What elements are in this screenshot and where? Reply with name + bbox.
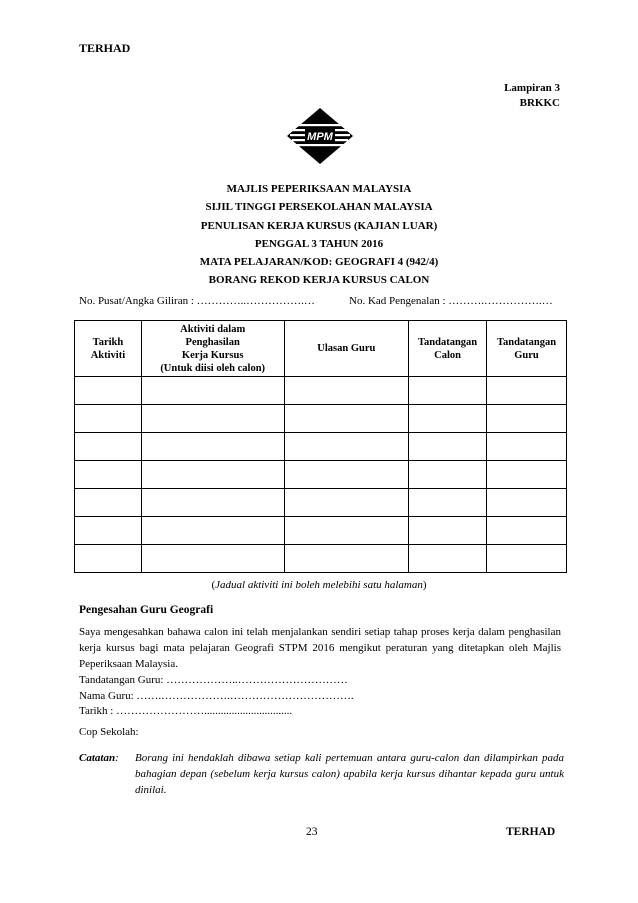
table-row xyxy=(75,377,567,405)
table-cell xyxy=(141,545,284,573)
table-cell xyxy=(487,377,567,405)
header-candidate-signature: Tandatangan Calon xyxy=(409,321,487,377)
table-row xyxy=(75,461,567,489)
table-cell xyxy=(141,433,284,461)
table-row xyxy=(75,517,567,545)
verification-text: Saya mengesahkan bahawa calon ini telah menjalankan sendiri setiap tahap proses kerja dalam penghasilan kerja kursus bagi mata pelajaran Geografi STPM 2016 mengikut peraturan yang ditetapkan oleh Majlis Peperiksaan Malaysia. xyxy=(79,626,561,670)
header-teacher-comment: Ulasan Guru xyxy=(284,321,409,377)
table-cell xyxy=(141,377,284,405)
header-teacher-signature: Tandatangan Guru xyxy=(487,321,567,377)
table-cell xyxy=(141,405,284,433)
appendix-label xyxy=(504,81,560,111)
table-header-row xyxy=(75,321,567,377)
table-cell xyxy=(284,405,409,433)
activity-log-table xyxy=(74,320,567,573)
table-cell xyxy=(141,461,284,489)
title-certificate: SIJIL TINGGI PERSEKOLAHAN MALAYSIA xyxy=(205,201,433,214)
table-cell xyxy=(409,545,487,573)
table-cell xyxy=(75,545,142,573)
restricted-label-bottom: TERHAD xyxy=(506,826,556,838)
table-cell xyxy=(487,433,567,461)
table-row xyxy=(75,489,567,517)
appendix-number: Lampiran 3 xyxy=(504,82,560,94)
table-cell xyxy=(75,517,142,545)
document-titles xyxy=(0,180,638,290)
teacher-signature-field: Tandatangan Guru: ………………..………………………… xyxy=(79,674,348,686)
table-cell xyxy=(409,461,487,489)
table-cell xyxy=(487,545,567,573)
title-form: BORANG REKOD KERJA KURSUS CALON xyxy=(208,274,430,287)
logo-text: MPM xyxy=(307,131,333,143)
school-stamp-field: Cop Sekolah: xyxy=(79,726,139,738)
table-cell xyxy=(75,405,142,433)
table-cell xyxy=(284,461,409,489)
header-activity: Aktiviti dalam Penghasilan Kerja Kursus (Untuk diisi oleh calon) xyxy=(141,321,284,377)
table-cell xyxy=(409,433,487,461)
page-number: 23 xyxy=(306,826,318,838)
mpm-logo xyxy=(286,107,354,165)
header-date-activity: Tarikh Aktiviti xyxy=(75,321,142,377)
title-subject: MATA PELAJARAN/KOD: GEOGRAFI 4 (942/4) xyxy=(199,256,439,269)
table-cell xyxy=(141,517,284,545)
table-row xyxy=(75,545,567,573)
table-cell xyxy=(284,489,409,517)
table-cell xyxy=(75,461,142,489)
form-code: BRKKC xyxy=(519,97,560,109)
table-cell xyxy=(409,377,487,405)
table-cell xyxy=(487,405,567,433)
table-cell xyxy=(409,489,487,517)
footnote-text: Borang ini hendaklah dibawa setiap kali pertemuan antara guru-calon dan dilampirkan pada bahagian depan (sebelum kerja kursus calon) apabila kerja kursus dihantar kepada guru untuk dinilai. xyxy=(135,752,564,796)
table-cell xyxy=(487,489,567,517)
table-cell xyxy=(284,545,409,573)
table-cell xyxy=(409,405,487,433)
restricted-label-top: TERHAD xyxy=(79,41,131,55)
table-cell xyxy=(75,377,142,405)
table-cell xyxy=(409,517,487,545)
date-field: Tarikh : ……………………................................ xyxy=(79,705,293,717)
table-cell xyxy=(141,489,284,517)
title-council: MAJLIS PEPERIKSAAN MALAYSIA xyxy=(226,183,412,195)
table-cell xyxy=(284,377,409,405)
candidate-id-line xyxy=(79,295,561,307)
teacher-name-field: Nama Guru: …….……………….……………………………. xyxy=(79,690,354,702)
footnote-label: Catatan: xyxy=(79,752,119,764)
table-row xyxy=(75,433,567,461)
table-cell xyxy=(75,433,142,461)
table-cell xyxy=(75,489,142,517)
table-note: (Jadual aktiviti ini boleh melebihi satu halaman) xyxy=(211,579,427,591)
verification-heading: Pengesahan Guru Geografi xyxy=(79,604,214,616)
table-cell xyxy=(284,517,409,545)
title-term: PENGGAL 3 TAHUN 2016 xyxy=(254,237,384,250)
centre-number-field: No. Pusat/Angka Giliran : …………..…………….… xyxy=(79,295,315,307)
title-coursework: PENULISAN KERJA KURSUS (KAJIAN LUAR) xyxy=(200,219,438,232)
table-cell xyxy=(284,433,409,461)
table-cell xyxy=(487,461,567,489)
table-row xyxy=(75,405,567,433)
table-cell xyxy=(487,517,567,545)
ic-number-field: No. Kad Pengenalan : ……….…………….… xyxy=(349,295,553,307)
